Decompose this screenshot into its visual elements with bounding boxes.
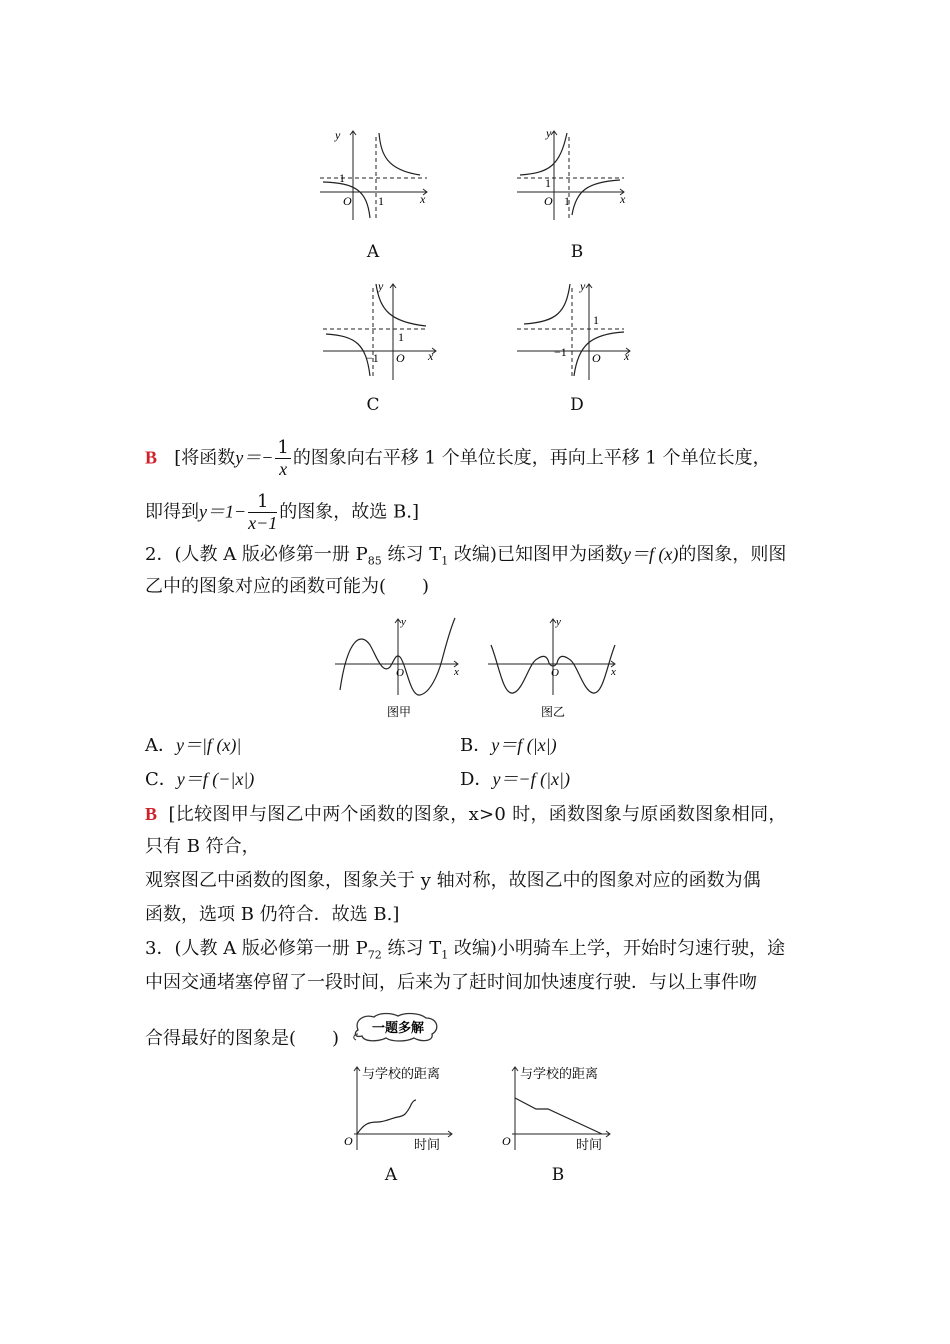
option-letter: A． [145,735,176,756]
text: 练习 T [381,544,442,565]
text: 3．(人教 A 版必修第一册 P [145,938,368,959]
y-axis-label: y [546,126,552,140]
text: 的图象，则图 [678,544,787,565]
answer-text: 的图象向右平移 1 个单位长度，再向上平移 1 个单位长度， [292,447,771,469]
q2-answer-line2: 只有 B 符合， [145,836,260,857]
x-axis-label: x [454,666,459,678]
q2-stem-line2: 乙中的图象对应的函数可能为( ) [145,576,430,597]
option-label: D [570,395,584,415]
tick-x: −1 [554,345,567,359]
answer-text: [比较图甲与图乙中两个函数的图象，x>0 时，函数图象与原函数图象相同， [168,804,787,825]
option-a[interactable] [145,734,241,757]
fraction-numerator: 1 [277,437,289,458]
y-axis-label: y [378,279,384,293]
option-d[interactable] [460,768,570,791]
subscript: 85 [367,554,382,568]
tick-x: −1 [366,351,379,365]
origin-label: O [502,1134,511,1148]
option-b[interactable] [460,734,557,757]
text: 练习 T [381,938,442,959]
x-axis-label: 时间 [576,1137,603,1152]
graph-option-c [318,278,443,383]
tick-x: 1 [378,194,384,208]
text: 改编)已知图甲为函数 [448,544,623,565]
q2-answer-line3: 观察图乙中函数的图象，图象关于 y 轴对称，故图乙中的图象对应的函数为偶 [145,870,761,891]
q3-graph-b [498,1062,618,1157]
graph-option-b [512,125,632,225]
figure-caption: 图甲 [387,705,412,719]
text: 改编)小明骑车上学，开始时匀速行驶，途 [448,938,785,959]
option-label: B [570,242,584,262]
answer-text: [将函数 [174,447,236,469]
fraction [275,438,290,479]
tick-y: 1 [593,313,599,327]
option-expr: y＝|f (x)| [176,735,242,755]
y-axis-label: 与学校的距离 [362,1066,441,1081]
q2-stem-line1 [145,543,786,573]
subscript: 72 [367,948,382,962]
x-axis-label: x [611,666,616,678]
origin-label: O [344,1134,353,1148]
origin-label: O [396,667,404,679]
origin-label: O [396,351,405,365]
option-label: A [384,1165,398,1185]
origin-label: O [544,194,553,208]
x-axis-label: 时间 [414,1137,441,1152]
graph-option-a [315,125,435,225]
graph-jia [330,615,465,725]
answer-letter: B [145,804,158,824]
q1-answer-line1 [145,438,771,479]
option-expr: y＝f (−|x|) [176,769,255,789]
x-axis-label: x [624,349,630,363]
option-label: C [366,395,380,415]
option-c[interactable] [145,768,254,791]
fraction-denominator: x [279,459,288,479]
option-letter: D． [460,769,493,790]
origin-label: O [551,667,559,679]
graph-yi [485,615,620,725]
subscript: 1 [441,554,449,568]
q2-answer-line4: 函数，选项 B 仍符合．故选 B.] [145,904,400,925]
function: y＝f (x) [622,544,679,564]
q3-stem-line3: 合得最好的图象是( ) [145,1028,340,1049]
fraction-denominator: x−1 [248,513,278,533]
equation: y＝1− [199,501,247,522]
x-axis-label: x [620,192,626,206]
tick-y: 1 [545,176,551,190]
option-letter: C． [145,769,177,790]
y-axis-label: 与学校的距离 [520,1066,599,1081]
graph-option-d [512,278,637,383]
y-axis-label: y [556,616,561,628]
q3-stem-line2: 中因交通堵塞停留了一段时间，后来为了赶时间加快速度行驶．与以上事件吻 [145,972,757,993]
origin-label: O [592,351,601,365]
y-axis-label: y [335,128,341,142]
option-label: A [366,242,380,262]
fraction-numerator: 1 [248,492,277,513]
y-axis-label: y [580,279,586,293]
q3-graph-a [340,1062,460,1157]
tick-y: 1 [398,330,404,344]
q1-answer-line2 [145,492,419,533]
x-axis-label: x [428,349,434,363]
option-expr: y＝−f (|x|) [492,769,570,789]
y-axis-label: y [401,616,406,628]
multi-solution-badge[interactable] [352,1010,442,1044]
tick-y: 1 [339,171,345,185]
q2-answer-line1 [145,803,787,826]
answer-text: 的图象，故选 B.] [279,501,419,523]
answer-text: 即得到 [145,501,199,523]
subscript: 1 [441,948,449,962]
x-axis-label: x [420,192,426,206]
equation: y＝− [235,447,274,468]
option-label: B [551,1165,565,1185]
badge-text: 一题多解 [371,1020,425,1035]
text: 2．(人教 A 版必修第一册 P [145,544,368,565]
tick-x: 1 [564,194,570,208]
option-expr: y＝f (|x|) [491,735,557,755]
figure-caption: 图乙 [541,705,566,719]
option-letter: B． [460,735,492,756]
origin-label: O [343,194,352,208]
q3-stem-line1 [145,938,785,967]
fraction [248,492,277,533]
answer-letter: B [145,447,158,468]
